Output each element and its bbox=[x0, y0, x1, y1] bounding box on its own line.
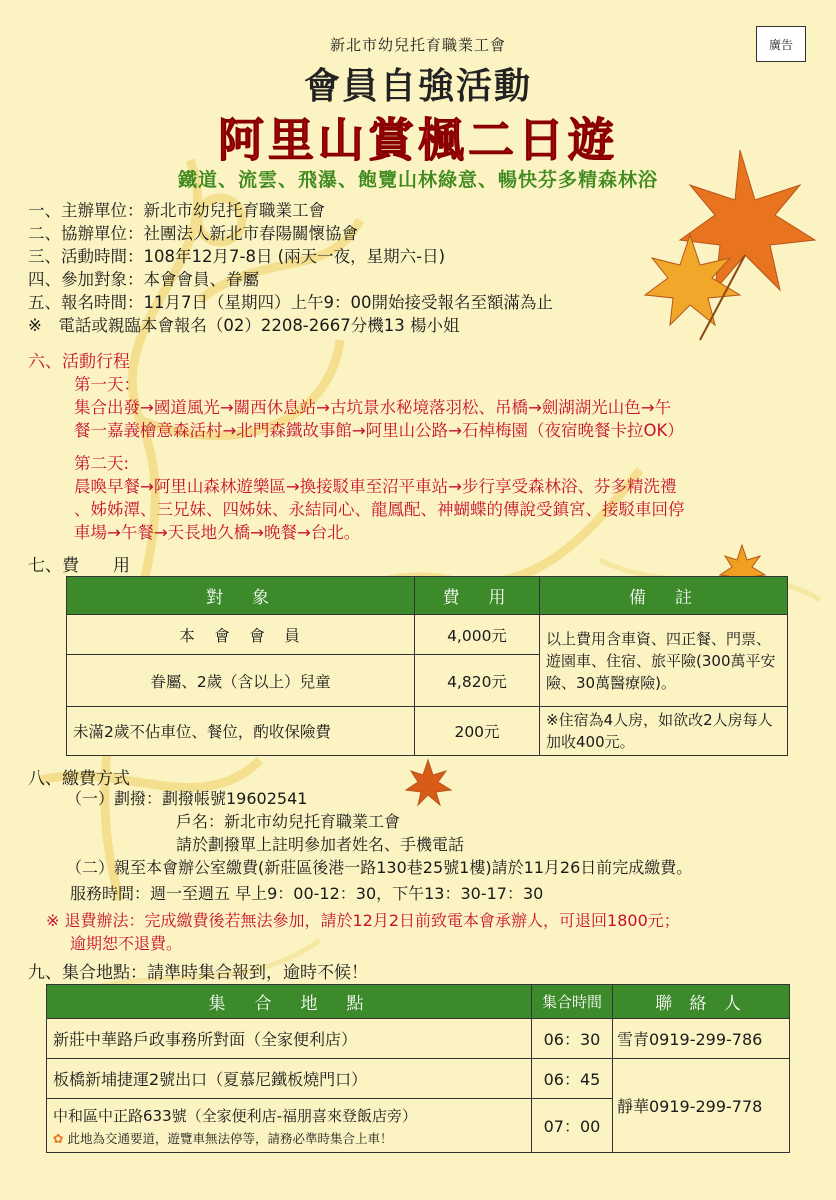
payment-account-name: 戶名：新北市幼兒托育職業工會 bbox=[176, 812, 401, 831]
payment-note: 請於劃撥單上註明參加者姓名、手機電話 bbox=[176, 835, 465, 854]
schedule-heading: 六、活動行程 bbox=[28, 352, 130, 372]
meeting-col-contact: 聯 絡 人 bbox=[613, 985, 790, 1019]
meeting-contact: 雪青0919-299-786 bbox=[613, 1019, 790, 1059]
event-subtitle: 阿里山賞楓二日遊 bbox=[218, 113, 618, 167]
info-participants: 四、參加對象：本會會員、眷屬 bbox=[28, 270, 259, 289]
meeting-table bbox=[46, 984, 790, 1153]
meeting-heading: 九、集合地點：請準時集合報到，逾時不候！ bbox=[28, 963, 368, 983]
meeting-col-place: 集 合 地 點 bbox=[47, 985, 532, 1019]
payment-office-hours: 服務時間：週一至週五 早上9：00-12：30，下午13：30-17：30 bbox=[70, 884, 544, 903]
fees-note-room: ※住宿為4人房，如欲改2人房每人加收400元。 bbox=[540, 707, 788, 756]
meeting-col-time: 集合時間 bbox=[532, 985, 613, 1019]
event-title: 會員自強活動 bbox=[303, 66, 532, 107]
payment-in-person: （二）親至本會辦公室繳費(新莊區後港一路130巷25號1樓)請於11月26日前完成繳費。 bbox=[66, 858, 693, 877]
fees-col-fee: 費 用 bbox=[415, 577, 540, 615]
meeting-place: 新莊中華路戶政事務所對面（全家便利店） bbox=[47, 1019, 532, 1059]
organizer-header: 新北市幼兒托育職業工會 bbox=[329, 36, 506, 54]
day1-route bbox=[74, 396, 814, 442]
info-organizer: 一、主辦單位：新北市幼兒托育職業工會 bbox=[28, 201, 325, 220]
fee-amount: 200元 bbox=[415, 707, 540, 756]
fees-col-note: 備 註 bbox=[540, 577, 788, 615]
meeting-time: 06：30 bbox=[532, 1019, 613, 1059]
fee-target: 本 會 會 員 bbox=[67, 615, 415, 655]
event-info bbox=[28, 199, 553, 337]
day1-label: 第一天： bbox=[74, 375, 140, 394]
fee-target: 未滿2歲不佔車位、餐位，酌收保險費 bbox=[67, 707, 415, 756]
fees-col-target: 對 象 bbox=[67, 577, 415, 615]
table-row bbox=[47, 1019, 790, 1059]
meeting-place-cell bbox=[47, 1099, 532, 1153]
table-row bbox=[67, 707, 788, 756]
day2-label: 第二天: bbox=[74, 454, 130, 473]
table-row bbox=[67, 615, 788, 655]
info-date: 三、活動時間：108年12月7-8日 (兩天一夜，星期六-日) bbox=[28, 247, 446, 266]
info-co-organizer: 二、協辦單位：社團法人新北市春陽關懷協會 bbox=[28, 224, 358, 243]
day2-line: 車場→午餐→天長地久橋→晚餐→台北。 bbox=[74, 523, 361, 542]
schedule-day2 bbox=[74, 452, 814, 544]
meeting-place: 中和區中正路633號（全家便利店-福朋喜來登飯店旁） bbox=[53, 1106, 418, 1125]
table-row bbox=[47, 1059, 790, 1099]
fees-heading: 七、費 用 bbox=[28, 556, 130, 576]
fee-amount: 4,820元 bbox=[415, 655, 540, 707]
day2-line: 晨喚早餐→阿里山森林遊樂區→換接駁車至沼平車站→步行享受森林浴、芬多精洗禮 bbox=[74, 477, 677, 496]
payment-transfer: （一）劃撥：劃撥帳號19602541 bbox=[66, 789, 308, 808]
meeting-contact: 靜華0919-299-778 bbox=[613, 1059, 790, 1153]
ad-badge: 廣告 bbox=[756, 26, 806, 62]
meeting-time: 06：45 bbox=[532, 1059, 613, 1099]
meeting-place: 板橋新埔捷運2號出口（夏慕尼鐵板燒門口） bbox=[47, 1059, 532, 1099]
meeting-time: 07：00 bbox=[532, 1099, 613, 1153]
schedule-day1 bbox=[74, 373, 814, 396]
leaf-bullet-icon: ✿ bbox=[53, 1130, 64, 1146]
info-registration: 五、報名時間：11月7日（星期四）上午9：00開始接受報名至額滿為止 bbox=[28, 293, 553, 312]
event-tagline: 鐵道、流雲、飛瀑、飽覽山林綠意、暢快芬多精森林浴 bbox=[177, 169, 658, 191]
info-phone: ※ 電話或親臨本會報名（02）2208-2667分機13 楊小姐 bbox=[28, 316, 460, 335]
day1-line: 集合出發→國道風光→關西休息站→古坑景水秘境落羽松、吊橋→劍湖湖光山色→午 bbox=[74, 398, 672, 417]
refund-policy: ※ 退費辦法：完成繳費後若無法參加，請於12月2日前致電本會承辦人，可退回1800元； bbox=[46, 911, 680, 930]
day1-line: 餐一嘉義檜意森活村→北門森鐵故事館→阿里山公路→石棹梅園（夜宿晚餐卡拉OK） bbox=[74, 421, 684, 440]
day2-line: 、姊姊潭、三兄妹、四姊妹、永結同心、龍鳳配、神蝴蝶的傳說受鎮宮、接駁車回停 bbox=[74, 500, 685, 519]
fee-target: 眷屬、2歲（含以上）兒童 bbox=[67, 655, 415, 707]
meeting-note: ✿ 此地為交通要道，遊覽車無法停等，請務必準時集合上車！ bbox=[53, 1130, 393, 1146]
fees-note-inclusions: 以上費用含車資、四正餐、門票、遊園車、住宿、旅平險(300萬平安險、30萬醫療險)。 bbox=[540, 615, 788, 707]
fee-amount: 4,000元 bbox=[415, 615, 540, 655]
refund-policy-cont: 逾期恕不退費。 bbox=[70, 934, 183, 953]
payment-heading: 八、繳費方式 bbox=[28, 769, 130, 789]
fees-table bbox=[66, 576, 788, 756]
